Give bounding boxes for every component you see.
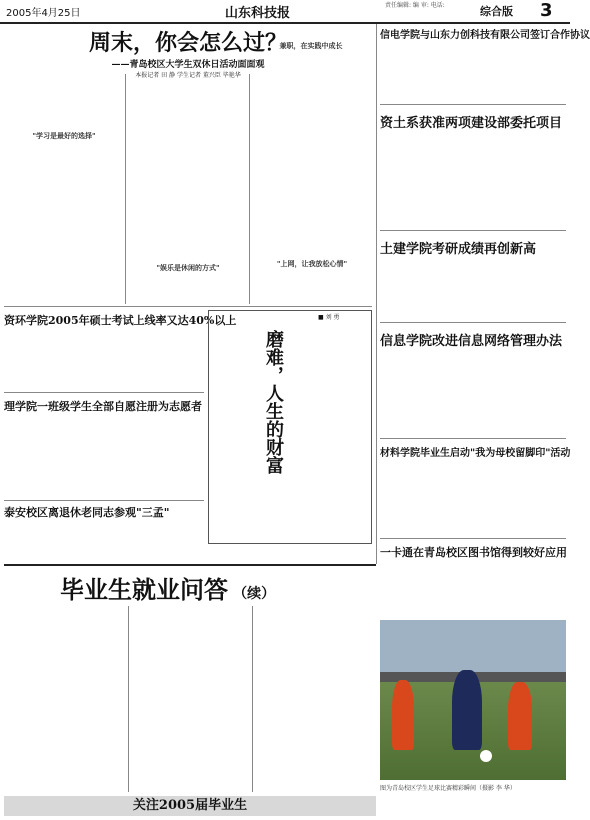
- qa-banner: [4, 796, 376, 816]
- player-figure: [392, 680, 414, 750]
- player-figure: [452, 670, 482, 750]
- qa-banner-text: 关注2005届毕业生: [132, 798, 248, 813]
- feature-body-col1: [4, 74, 124, 304]
- right-article-2: [380, 112, 566, 130]
- editor-info: 责任编辑: 编 审: 电话:: [385, 2, 445, 9]
- right-article-3: [380, 238, 566, 256]
- article-retirees: [4, 504, 204, 544]
- right-article-5: [380, 444, 571, 462]
- article-volunteers: [4, 398, 204, 438]
- feature-byline: 本报记者 田 静 学生记者 董兴臣 毕艳华: [135, 72, 241, 79]
- essay-title: 磨难，人生的财富: [263, 330, 284, 474]
- ball: [480, 750, 492, 762]
- feature-subhead-2: "娱乐是休闲的方式": [156, 264, 220, 272]
- article-title: 理学院一班级学生全部自愿注册为志愿者: [4, 400, 202, 413]
- section-name: 综合版: [480, 5, 513, 18]
- article-title: 信电学院与山东力创科技有限公司签订合作协议: [380, 30, 590, 41]
- right-article-4: [380, 330, 566, 348]
- article-graduate-exam: [4, 312, 237, 352]
- feature-subhead-1: "学习是最好的选择": [32, 132, 96, 140]
- feature-subhead-4: 兼职，在实践中成长: [279, 42, 343, 50]
- page-header: [0, 0, 570, 24]
- article-title: 资环学院2005年硕士考试上线率又达40%以上: [4, 314, 237, 327]
- essay-title-block: [262, 330, 312, 520]
- right-article-1: [380, 26, 590, 44]
- feature-subhead-3: "上网，让我放松心情": [276, 260, 348, 268]
- feature-title: 周末，你会怎么过？: [88, 30, 287, 56]
- feature-body-col3-top: [252, 26, 370, 74]
- football-photo: [380, 620, 566, 780]
- article-title: 泰安校区离退休老同志参观"三孟": [4, 506, 170, 519]
- qa-heading: [60, 570, 360, 604]
- essay-author: ■ 刘 勇: [318, 314, 340, 321]
- article-title: 信息学院改进信息网络管理办法: [380, 334, 563, 349]
- feature-body-col2: [128, 74, 248, 304]
- masthead: 山东科技报: [225, 6, 291, 21]
- feature-body-col3: [252, 74, 372, 304]
- photo-caption: 图为青岛校区学生足球比赛精彩瞬间（摄影 李 华）: [380, 785, 516, 792]
- player-figure: [508, 682, 532, 750]
- article-title: 一卡通在青岛校区图书馆得到较好应用: [380, 546, 567, 559]
- issue-date: 2005年4月25日: [6, 8, 81, 19]
- article-title: 材料学院毕业生启动"我为母校留脚印"活动: [380, 448, 571, 459]
- qa-body: [4, 604, 376, 794]
- feature-subtitle: ——青岛校区大学生双休日活动面面观: [111, 60, 265, 70]
- right-article-6: [380, 544, 566, 562]
- page-number: 3: [540, 0, 553, 21]
- article-title: 资土系获准两项建设部委托项目: [380, 116, 563, 131]
- qa-title: 毕业生就业问答: [60, 575, 228, 604]
- article-title: 土建学院考研成绩再创新高: [380, 242, 537, 257]
- qa-suffix: （续）: [233, 586, 276, 602]
